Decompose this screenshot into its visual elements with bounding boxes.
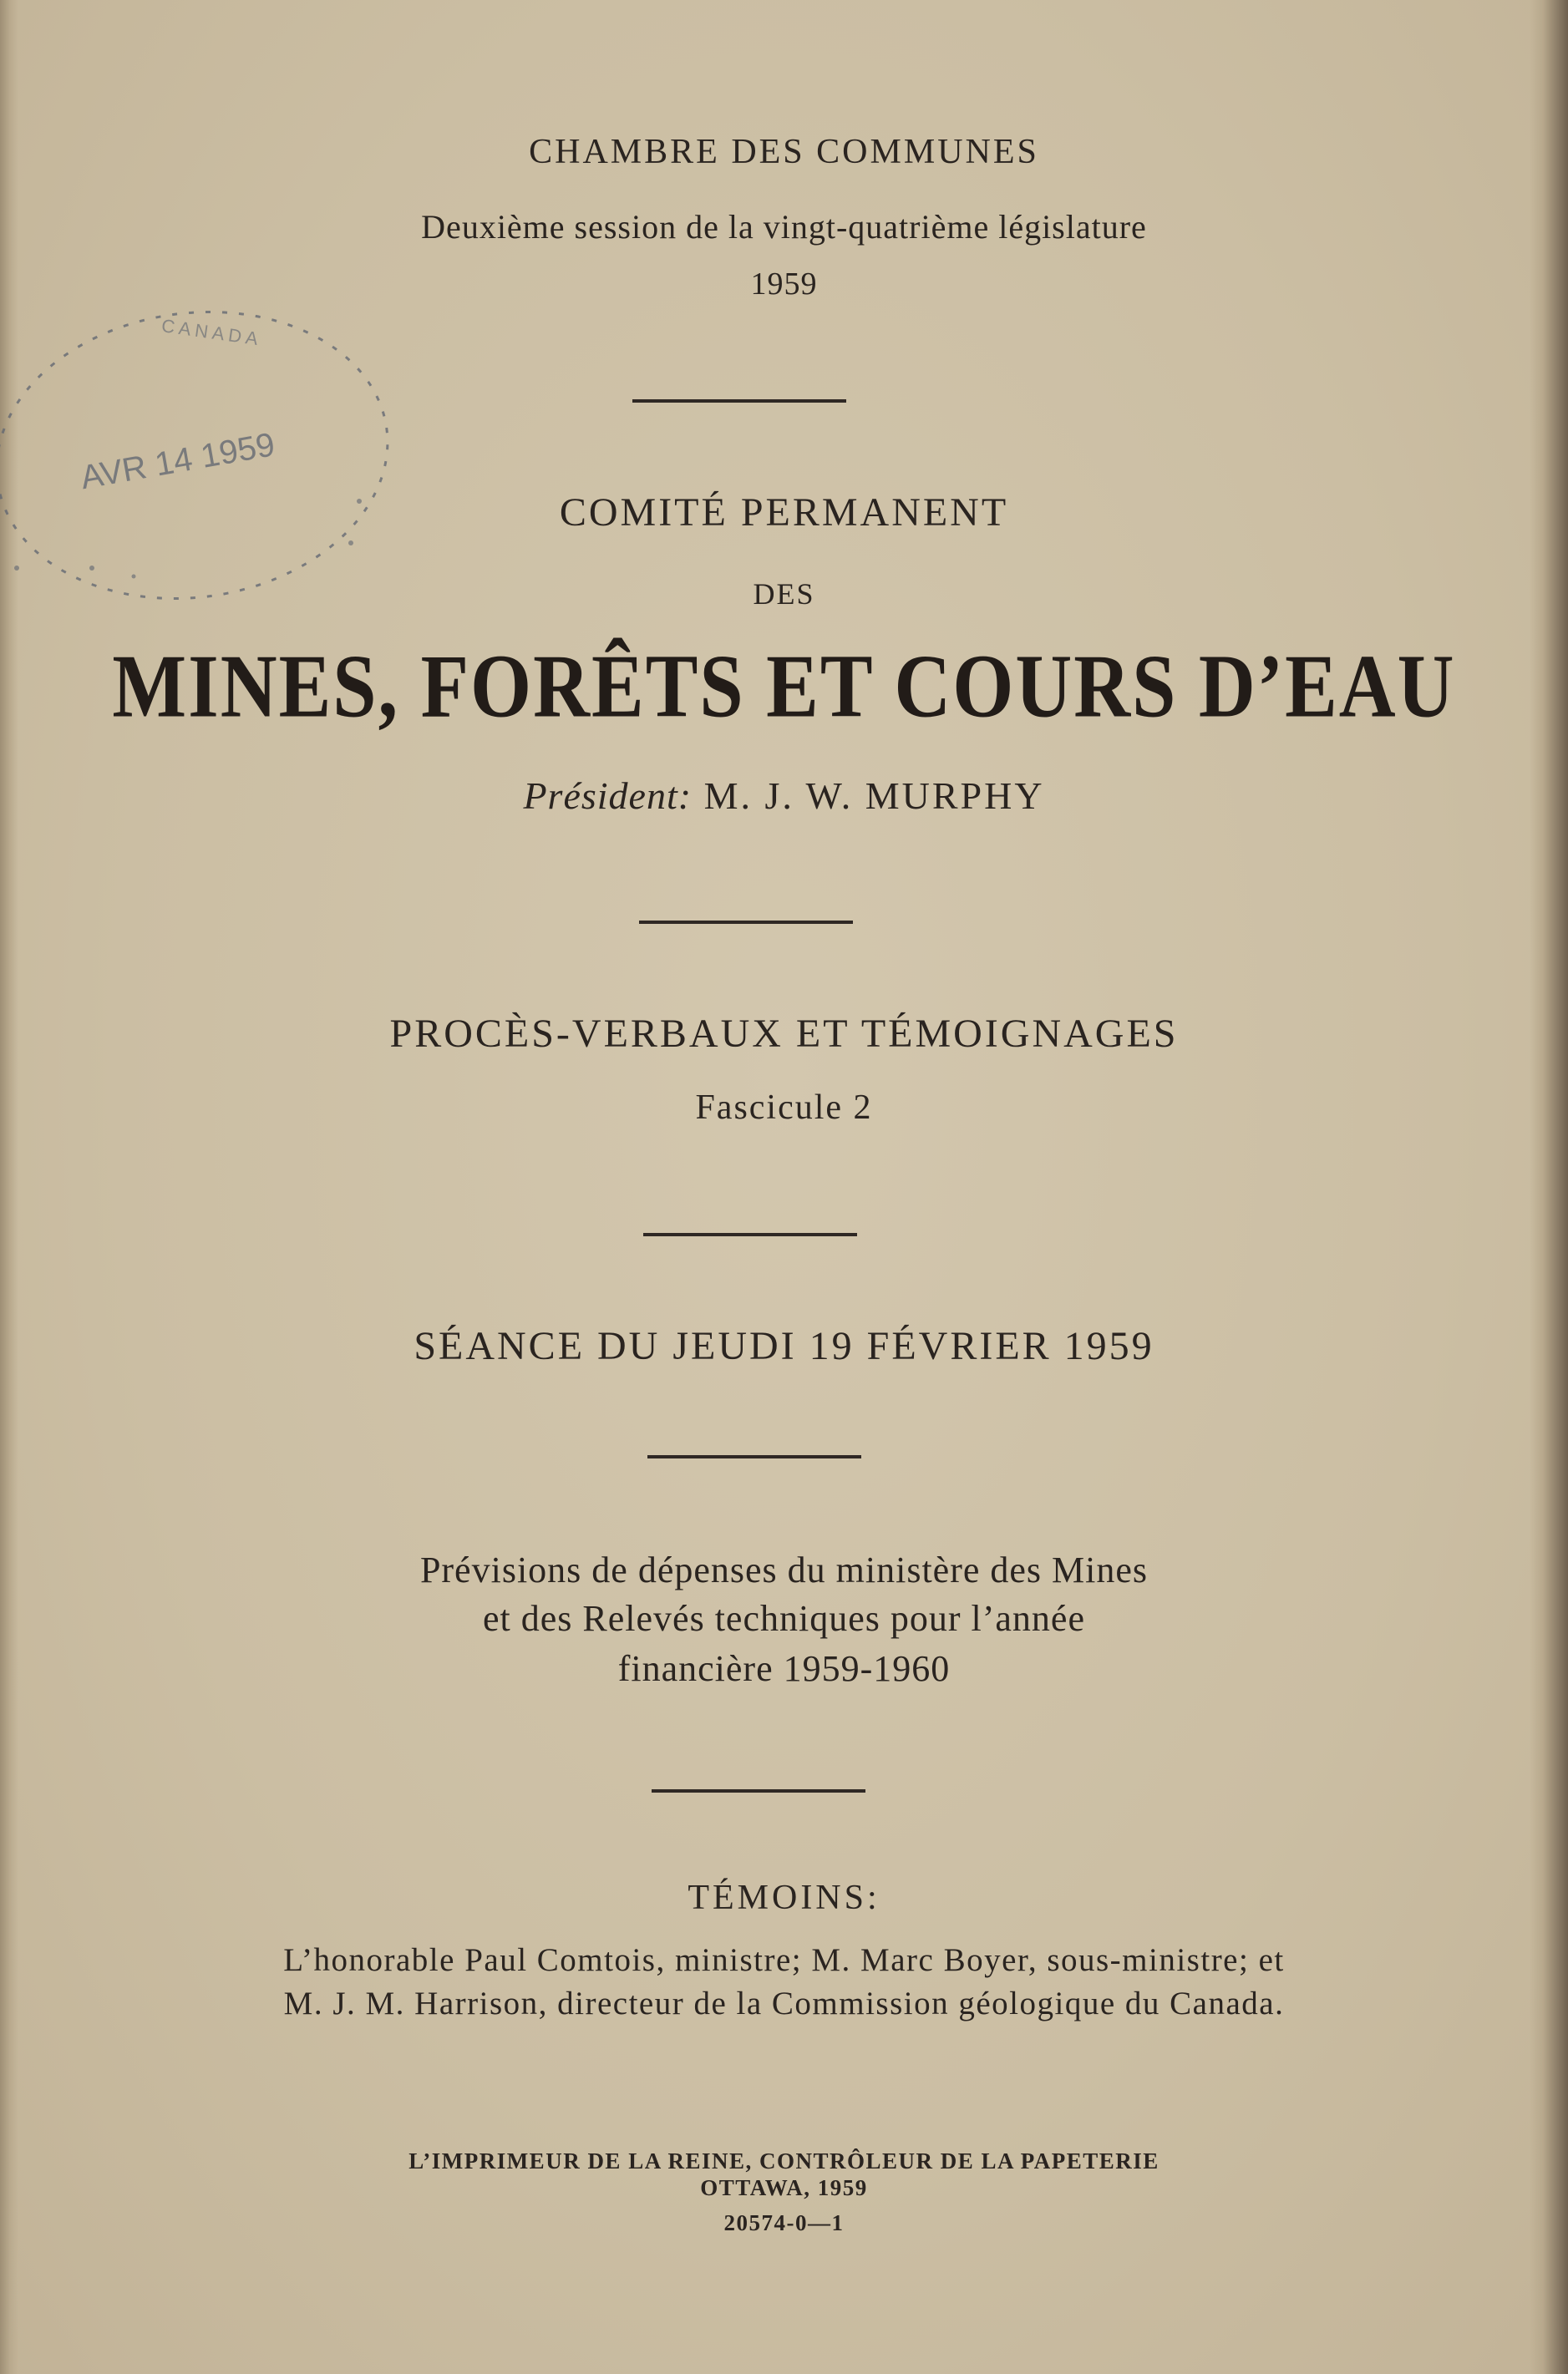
divider-rule-2	[639, 921, 853, 924]
divider-rule-4	[647, 1455, 861, 1458]
president-name: M. J. W. MURPHY	[703, 774, 1045, 817]
printer-line-3: 20574-0—1	[723, 2210, 845, 2235]
library-receipt-stamp	[0, 292, 418, 618]
session-year: 1959	[750, 266, 818, 302]
subject-line-3: financière 1959-1960	[617, 1648, 951, 1689]
fascicle-number: Fascicule 2	[695, 1088, 873, 1127]
house-title: CHAMBRE DES COMMUNES	[529, 133, 1039, 171]
divider-rule-3	[643, 1233, 857, 1236]
printer-line-1: L’IMPRIMEUR DE LA REINE, CONTRÔLEUR DE LA PAPETERIE	[408, 2148, 1160, 2174]
president-role: Président:	[523, 774, 693, 817]
president-line	[0, 774, 1568, 818]
witnesses-line-2: M. J. M. Harrison, directeur de la Commission géologique du Canada.	[283, 1986, 1285, 2021]
printer-line-2: OTTAWA, 1959	[700, 2175, 868, 2200]
subject-line-1: Prévisions de dépenses du ministère des Mines	[419, 1550, 1149, 1590]
stamp-arc-text: C A N A D A	[160, 315, 260, 350]
committee-line-2: DES	[753, 577, 815, 611]
subject-line-2: et des Relevés techniques pour l’année	[483, 1598, 1085, 1639]
divider-rule-1	[632, 399, 846, 403]
sitting-date: SÉANCE DU JEUDI 19 FÉVRIER 1959	[414, 1324, 1154, 1368]
divider-rule-5	[652, 1789, 865, 1793]
witnesses-heading: TÉMOINS:	[688, 1879, 880, 1917]
committee-name: MINES, FORÊTS ET COURS D’EAU	[112, 637, 1456, 737]
stamp-date-text: AVR 14 1959	[78, 426, 278, 497]
committee-line-1: COMITÉ PERMANENT	[559, 490, 1009, 535]
witnesses-line-1: L’honorable Paul Comtois, ministre; M. Marc Boyer, sous-ministre; et	[283, 1942, 1285, 1978]
session-line: Deuxième session de la vingt-quatrième législature	[421, 208, 1147, 246]
proceedings-title: PROCÈS-VERBAUX ET TÉMOIGNAGES	[389, 1012, 1179, 1056]
